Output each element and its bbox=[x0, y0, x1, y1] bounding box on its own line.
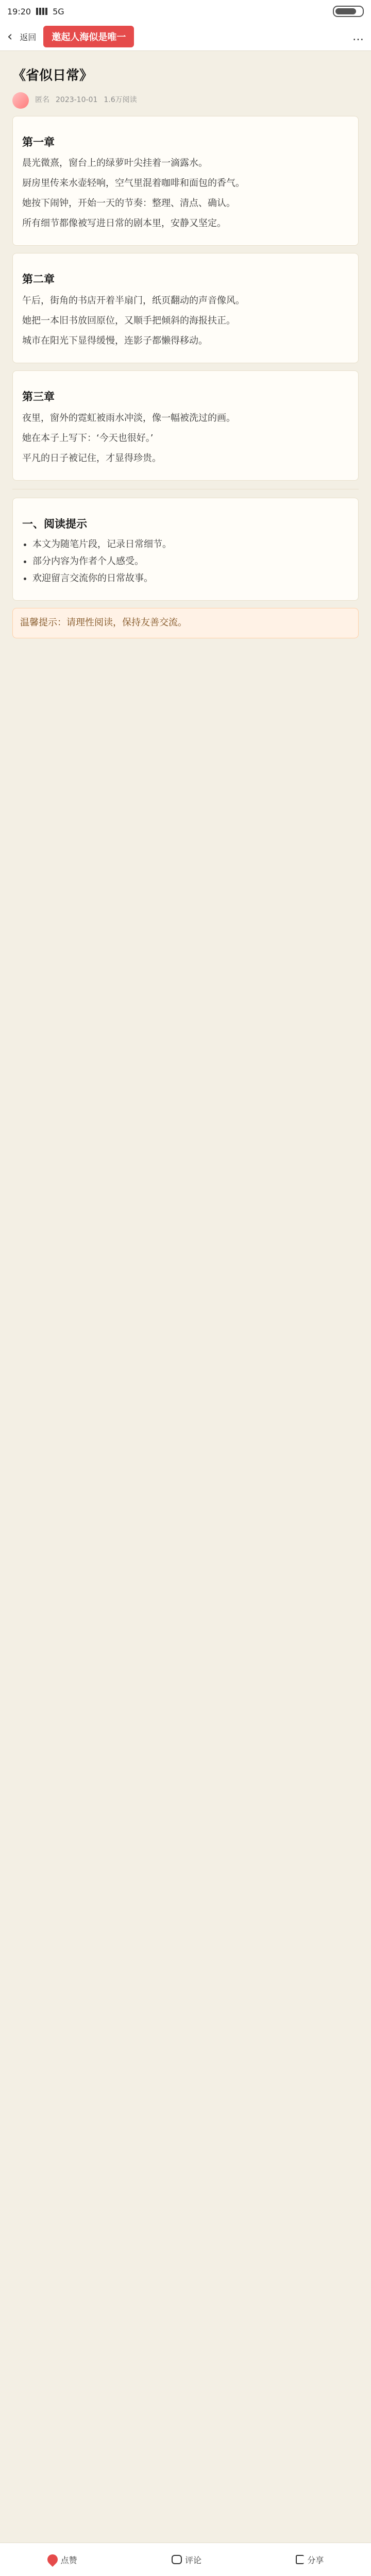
share-label: 分享 bbox=[307, 2555, 324, 2565]
section-3-p3: 平凡的日子被记住，才显得珍贵。 bbox=[22, 452, 161, 464]
like-button[interactable] bbox=[47, 2554, 77, 2566]
notes-title: 一、阅读提示 bbox=[22, 518, 87, 531]
share-icon bbox=[296, 2555, 304, 2564]
section-2-card bbox=[12, 253, 359, 363]
section-3-p2: 她在本子上写下：‘今天也很好。’ bbox=[22, 432, 154, 444]
section-2-heading: 第二章 bbox=[22, 273, 55, 286]
status-bar bbox=[0, 0, 371, 23]
section-2-p3: 城市在阳光下显得缓慢，连影子都懒得移动。 bbox=[22, 335, 208, 346]
notice-box: 温馨提示：请理性阅读，保持友善交流。 bbox=[12, 608, 359, 638]
reads: 1.6万阅读 bbox=[104, 96, 137, 105]
section-1-p3: 她按下闹钟，开始一天的节奏：整理、清点、确认。 bbox=[22, 197, 235, 209]
comment-button[interactable] bbox=[172, 2554, 201, 2566]
banner: 邀起人海似是唯一 bbox=[43, 26, 134, 47]
bottom-bar bbox=[0, 2543, 371, 2576]
section-3-p1: 夜里，窗外的霓虹被雨水冲淡，像一幅被洗过的画。 bbox=[22, 412, 235, 423]
section-3-heading: 第三章 bbox=[22, 391, 55, 403]
share-button[interactable] bbox=[296, 2554, 324, 2566]
status-time: 19:20 bbox=[7, 6, 31, 16]
note-item-3: • 欢迎留言交流你的日常故事。 bbox=[32, 571, 349, 586]
battery-icon bbox=[333, 6, 364, 17]
article-title: 《省似日常》 bbox=[12, 68, 93, 83]
back-button[interactable]: ‹ bbox=[7, 29, 13, 44]
section-3-card bbox=[12, 370, 359, 481]
author: 匿名 bbox=[35, 96, 49, 105]
signal-icon bbox=[36, 8, 47, 15]
section-1-p1: 晨光微熹，窗台上的绿萝叶尖挂着一滴露水。 bbox=[22, 158, 208, 169]
article-content bbox=[0, 51, 371, 638]
notes-card bbox=[12, 498, 359, 601]
comment-label: 评论 bbox=[184, 2555, 201, 2565]
section-1-p2: 厨房里传来水壶轻响，空气里混着咖啡和面包的香气。 bbox=[22, 177, 245, 189]
section-1-card bbox=[12, 116, 359, 246]
section-2-p1: 午后，街角的书店开着半扇门，纸页翻动的声音像风。 bbox=[22, 295, 245, 306]
comment-icon bbox=[172, 2555, 182, 2564]
date: 2023-10-01 bbox=[56, 96, 98, 105]
top-nav bbox=[0, 23, 371, 51]
more-button[interactable]: … bbox=[352, 30, 364, 43]
notes-list bbox=[32, 537, 349, 586]
section-2-p2: 她把一本旧书放回原位，又顺手把倾斜的海报扶正。 bbox=[22, 315, 235, 326]
section-1-heading: 第一章 bbox=[22, 135, 55, 148]
article-meta bbox=[12, 92, 359, 109]
avatar bbox=[12, 92, 29, 109]
nav-back-label[interactable]: 返回 bbox=[20, 32, 37, 42]
signal-type: 5G bbox=[53, 6, 64, 16]
section-1-p4: 所有细节都像被写进日常的剧本里，安静又坚定。 bbox=[22, 217, 226, 229]
note-item-2: • 部分内容为作者个人感受。 bbox=[32, 554, 349, 569]
like-label: 点赞 bbox=[60, 2555, 77, 2565]
note-item-1: • 本文为随笔片段，记录日常细节。 bbox=[32, 537, 349, 552]
like-icon bbox=[45, 2552, 60, 2567]
